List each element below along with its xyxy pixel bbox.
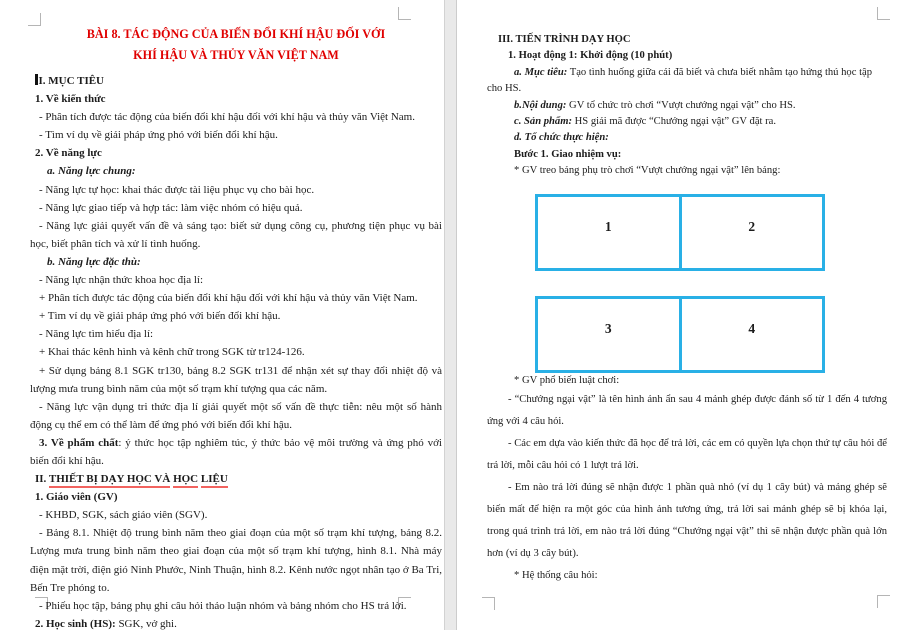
paragraph: + Khai thác kênh hình và kênh chữ trong SGK từ tr124-126. xyxy=(39,346,305,359)
heading-kien-thuc: 1. Về kiến thức xyxy=(35,93,106,106)
paragraph: + Tìm ví dụ về giải pháp ứng phó với biến đổi khí hậu. xyxy=(39,310,281,323)
text-boundary-mark xyxy=(482,597,495,610)
paragraph-pham-chat: 3. Về phẩm chất: ý thức học tập nghiêm túc, ý thức bảo vệ môi trường và ứng phó với biến đổi khí hậu. xyxy=(30,436,442,467)
paragraph-noi-dung: b.Nội dung: GV tổ chức trò chơi “Vượt chướng ngại vật” cho HS. xyxy=(514,99,796,111)
puzzle-table-row-2 xyxy=(535,296,825,373)
heading-nang-luc: 2. Về năng lực xyxy=(35,147,102,160)
puzzle-tables xyxy=(535,194,825,373)
paragraph: + Sử dụng bảng 8.1 SGK tr130, bảng 8.2 SGK tr131 để nhận xét sự thay đổi nhiệt độ và lượng mưa trung bình năm của một số trạm khí tượng qua các năm. xyxy=(30,364,442,395)
page-1-content xyxy=(30,24,442,630)
page-2-content xyxy=(487,32,887,587)
page-1[interactable] xyxy=(0,0,444,630)
paragraph-hoc-sinh: 2. Học sinh (HS): SGK, vở ghi. xyxy=(35,617,177,630)
paragraph: - Năng lực nhận thức khoa học địa lí: xyxy=(39,274,204,287)
paragraph: - Tìm ví dụ về giải pháp ứng phó với biến đổi khí hậu. xyxy=(39,129,278,142)
puzzle-cell-1[interactable]: 1 xyxy=(604,218,612,234)
paragraph-he-thong-cau-hoi: * Hệ thống câu hỏi: xyxy=(514,570,598,582)
lesson-title xyxy=(30,24,442,65)
paragraph-luat-choi: * GV phổ biến luật chơi: xyxy=(514,374,620,386)
paragraph: - Bảng 8.1. Nhiệt độ trung bình năm theo giai đoạn của một số trạm khí tượng, bảng 8.2. Lượng mưa trung bình năm theo giai đoạn của một số trạm khí tượng, hình 8.1. Nhà máy điện mặt trời, điện gió Ninh Phước, Ninh Thuận, hình 8.2. Kênh nước ngọt nhân tạo ở Ba Tri, Bến Tre phóng to. xyxy=(30,527,443,594)
text-boundary-mark xyxy=(877,7,890,20)
paragraph: - Năng lực giải quyết vấn đề và sáng tạo: biết sử dụng công cụ, phương tiện phục vụ bài học, biết phân tích và xử lí tình huống. xyxy=(30,219,442,250)
paragraph-rule-1: - “Chướng ngại vật” là tên hình ảnh ẩn sau 4 mảnh ghép được đánh số từ 1 đến 4 tương ứng với 4 câu hỏi. xyxy=(487,394,887,428)
paragraph: - Năng lực tìm hiểu địa lí: xyxy=(39,328,154,341)
paragraph: - Phiếu học tập, bảng phụ ghi câu hỏi thảo luận nhóm và bảng nhóm cho HS trả lời. xyxy=(39,599,407,612)
text-boundary-mark xyxy=(877,595,890,608)
lesson-title-line-2: KHÍ HẬU VÀ THỦY VĂN VIỆT NAM xyxy=(133,47,339,62)
puzzle-cell-2[interactable]: 2 xyxy=(679,197,823,268)
heading-to-chuc: d. Tổ chức thực hiện: xyxy=(514,132,609,144)
page-gutter xyxy=(444,0,457,630)
puzzle-cell-3[interactable]: 3 xyxy=(604,320,612,336)
text-boundary-mark xyxy=(398,7,411,20)
heading-nang-luc-chung: a. Năng lực chung: xyxy=(47,165,136,178)
heading-giao-vien: 1. Giáo viên (GV) xyxy=(35,491,118,504)
paragraph-treo-bang: * GV treo bảng phụ trò chơi “Vượt chướng ngại vật” lên bảng: xyxy=(514,165,781,177)
paragraph-rule-2: - Các em dựa vào kiến thức đã học để trả lời, các em có quyền lựa chọn thứ tự câu hỏi để trả lời, mỗi câu hỏi có 1 lượt trả lời. xyxy=(487,438,887,472)
heading-hoat-dong-1: 1. Hoạt động 1: Khởi động (10 phút) xyxy=(508,50,673,62)
puzzle-cell-4[interactable]: 4 xyxy=(679,299,823,370)
puzzle-table-row-1 xyxy=(535,194,825,271)
text-cursor xyxy=(35,74,38,85)
heading-buoc-1: Bước 1. Giao nhiệm vụ: xyxy=(514,148,622,160)
page-2[interactable] xyxy=(458,0,902,630)
paragraph-rule-3: - Em nào trả lời đúng sẽ nhận được 1 phần quà nhỏ (ví dụ 1 cây bút) và mảng ghép sẽ biến mất để hiện ra một góc của hình ảnh tương ứng, trả lời sai mảnh ghép sẽ bị khóa lại, trong quá trình trả lời, em nào trả lời đúng “Chướng ngại vật” thì sẽ nhận được phần quà lớn hơn (ví dụ 3 cây bút). xyxy=(487,482,887,560)
heading-thiet-bi: II. THIẾT BỊ DẠY HỌC VÀ HỌC LIỆU xyxy=(30,470,442,488)
heading-nang-luc-dac-thu: b. Năng lực đặc thù: xyxy=(47,255,141,268)
heading-muc-tieu: I. MỤC TIÊU xyxy=(30,72,442,90)
heading-tien-trinh: III. TIẾN TRÌNH DẠY HỌC xyxy=(498,34,631,45)
paragraph: + Phân tích được tác động của biến đổi khí hậu đối với khí hậu và thủy văn Việt Nam. xyxy=(39,292,418,305)
paragraph: - KHBD, SGK, sách giáo viên (SGV). xyxy=(39,509,208,522)
paragraph-san-pham: c. Sản phẩm: HS giải mã được “Chướng ngại vật” GV đặt ra. xyxy=(514,116,776,128)
paragraph: - Năng lực giao tiếp và hợp tác: làm việc nhóm có hiệu quả. xyxy=(39,201,303,214)
paragraph-muc-tieu: a. Mục tiêu: Tạo tình huống giữa cái đã biết và chưa biết nhằm tạo hứng thú học tập cho HS. xyxy=(487,66,873,95)
lesson-title-line-1: BÀI 8. TÁC ĐỘNG CỦA BIẾN ĐỔI KHÍ HẬU ĐỐI VỚI xyxy=(86,27,386,41)
paragraph: - Phân tích được tác động của biến đổi khí hậu đối với khí hậu và thủy văn Việt Nam. xyxy=(39,111,415,124)
paragraph: - Năng lực vận dụng tri thức địa lí giải quyết một số vấn đề thực tiễn: nêu một số hành động cụ thể em có thể làm để ứng phó với biến đổi khí hậu. xyxy=(30,400,442,431)
paragraph: - Năng lực tự học: khai thác được tài liệu phục vụ cho bài học. xyxy=(39,183,315,196)
